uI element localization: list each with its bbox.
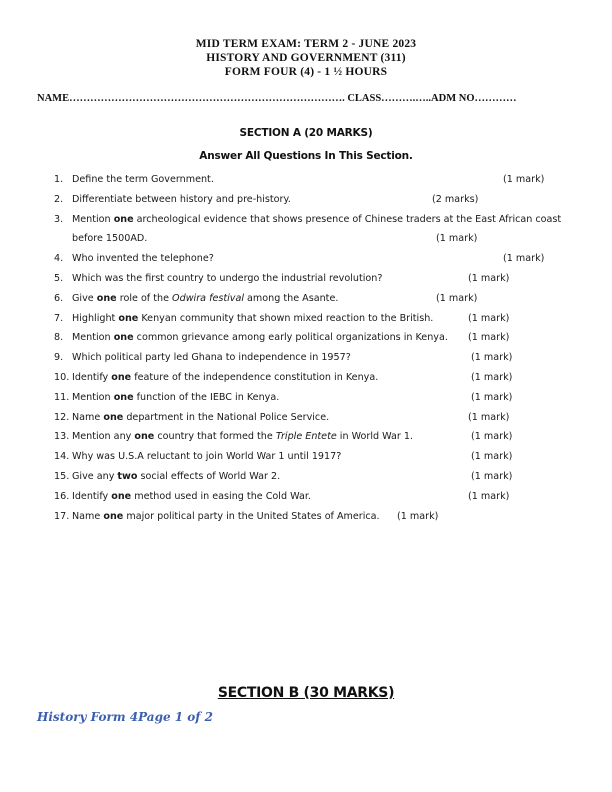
question-text-part: Which was the first country to undergo the industrial revolution? [72, 272, 383, 284]
student-details-line: NAME……………………………………………………………………. CLASS……….…..ADM NO………… [37, 93, 517, 104]
emphasis-word: one [103, 411, 124, 423]
question-text-part: Kenyan community that shown mixed reaction to the British. [138, 312, 434, 324]
emphasis-word: one [113, 332, 134, 344]
question-row [0, 348, 612, 368]
question-marks: (1 mark) [468, 332, 510, 344]
question-text-part: Why was U.S.A reluctant to join World War 1 until 1917? [72, 451, 342, 463]
question-text-part: role of the [116, 292, 173, 304]
question-number: 6. [54, 292, 64, 304]
page-footer: History Form 4Page 1 of 2 [37, 710, 213, 724]
question-marks: (1 mark) [468, 490, 510, 502]
question-text [72, 507, 380, 527]
question-marks: (1 mark) [503, 253, 545, 265]
question-marks: (1 mark) [471, 352, 513, 364]
question-row [0, 309, 612, 329]
question-marks: (2 marks) [432, 193, 479, 205]
question-row [0, 229, 612, 249]
question-marks: (1 mark) [436, 292, 478, 304]
section-a-title: SECTION A (20 MARKS) [239, 127, 373, 139]
question-number: 12. [54, 411, 70, 423]
question-text [72, 328, 448, 348]
question-row [0, 269, 612, 289]
question-text-part: feature of the independence constitution in Kenya. [131, 371, 379, 383]
question-number: 16. [54, 490, 70, 502]
question-text-part: common grievance among early political organizations in Kenya. [133, 332, 448, 344]
question-marks: (1 mark) [503, 174, 545, 185]
question-text-part: major political party in the United States of America. [123, 510, 380, 522]
question-number: 14. [54, 451, 70, 463]
question-text [72, 249, 214, 269]
question-number: 4. [54, 253, 64, 265]
question-row [0, 487, 612, 507]
question-text-part: Mention [72, 213, 114, 225]
question-marks: (1 mark) [471, 451, 513, 463]
question-text [72, 289, 338, 309]
question-text [72, 229, 147, 249]
question-marks: (1 mark) [471, 470, 513, 482]
emphasis-word: one [96, 292, 117, 304]
question-number: 2. [54, 193, 64, 205]
question-text-part: Mention [72, 332, 114, 344]
question-text [72, 269, 382, 289]
question-number: 8. [54, 332, 64, 344]
question-text-part: Name [72, 411, 104, 423]
emphasis-word: one [118, 312, 139, 324]
emphasis-word: one [103, 510, 124, 522]
question-number: 10. [54, 371, 70, 383]
question-text-part: function of the IEBC in Kenya. [133, 391, 280, 403]
question-marks: (1 mark) [468, 312, 510, 324]
question-marks: (1 mark) [471, 391, 513, 403]
emphasis-word: one [113, 213, 134, 225]
question-text [72, 427, 413, 447]
question-text [72, 408, 329, 428]
question-row [0, 210, 612, 230]
question-text-part: Identify [72, 371, 112, 383]
question-text-part: department in the National Police Service. [123, 411, 330, 423]
question-text-part: Highlight [72, 312, 119, 324]
emphasis-word: two [117, 470, 138, 482]
question-text [72, 467, 280, 487]
question-marks: (1 mark) [468, 272, 510, 284]
question-text [72, 170, 214, 190]
question-marks: (1 mark) [471, 431, 513, 443]
question-text [72, 388, 279, 408]
question-number: 11. [54, 391, 70, 403]
question-text-part: country that formed the [154, 431, 276, 443]
section-a-instruction: Answer All Questions In This Section. [199, 150, 413, 162]
question-row [0, 388, 612, 408]
emphasis-word: one [134, 431, 155, 443]
question-row [0, 328, 612, 348]
question-row [0, 408, 612, 428]
italic-term: Triple Entete [275, 431, 337, 443]
question-row [0, 368, 612, 388]
question-text-part: Define the term Government. [72, 174, 214, 185]
question-number: 7. [54, 312, 64, 324]
question-row [0, 467, 612, 487]
question-number: 3. [54, 213, 64, 225]
question-text-part: method used in easing the Cold War. [131, 490, 311, 502]
question-number: 9. [54, 352, 64, 364]
question-text-part: Give [72, 292, 97, 304]
exam-title: MID TERM EXAM: TERM 2 - JUNE 2023 [195, 38, 417, 50]
question-text-part: in World War 1. [336, 431, 414, 443]
question-text [72, 190, 291, 210]
exam-header [0, 37, 612, 79]
question-marks: (1 mark) [471, 371, 513, 383]
question-text-part: social effects of World War 2. [137, 470, 281, 482]
question-marks: (1 mark) [436, 233, 478, 245]
italic-term: Odwira festival [172, 292, 244, 304]
question-text-part: Which political party led Ghana to independence in 1957? [72, 352, 351, 364]
question-number: 5. [54, 272, 64, 284]
question-text-part: Name [72, 510, 104, 522]
question-row [0, 190, 612, 210]
question-marks: (1 mark) [468, 411, 510, 423]
question-text [72, 309, 433, 329]
question-text [72, 447, 341, 467]
question-list [0, 170, 612, 526]
question-text-part: Give any [72, 470, 118, 482]
question-text [72, 487, 311, 507]
question-text-part: Who invented the telephone? [72, 253, 214, 265]
question-text [72, 348, 351, 368]
question-row [0, 249, 612, 269]
question-row [0, 507, 612, 527]
question-number: 15. [54, 470, 70, 482]
emphasis-word: one [113, 391, 134, 403]
question-row [0, 447, 612, 467]
subject-title: HISTORY AND GOVERNMENT (311) [206, 52, 406, 64]
question-text-part: Differentiate between history and pre-history. [72, 193, 291, 205]
emphasis-word: one [111, 371, 132, 383]
question-text-part: Mention [72, 391, 114, 403]
section-b-title: SECTION B (30 MARKS) [217, 685, 395, 701]
question-row [0, 170, 612, 190]
question-row [0, 427, 612, 447]
question-text-part: among the Asante. [244, 292, 339, 304]
question-number: 13. [54, 431, 70, 443]
emphasis-word: one [111, 490, 132, 502]
question-text-part: Mention any [72, 431, 135, 443]
question-number: 17. [54, 510, 70, 522]
question-number: 1. [54, 174, 64, 185]
question-text-part: Identify [72, 490, 112, 502]
form-duration: FORM FOUR (4) - 1 ½ HOURS [224, 66, 388, 78]
question-text [72, 210, 561, 230]
question-marks: (1 mark) [397, 510, 439, 522]
question-text-part: before 1500AD. [72, 233, 148, 245]
question-row [0, 289, 612, 309]
question-text [72, 368, 378, 388]
question-text-part: archeological evidence that shows presence of Chinese traders at the East African coast [133, 213, 562, 225]
